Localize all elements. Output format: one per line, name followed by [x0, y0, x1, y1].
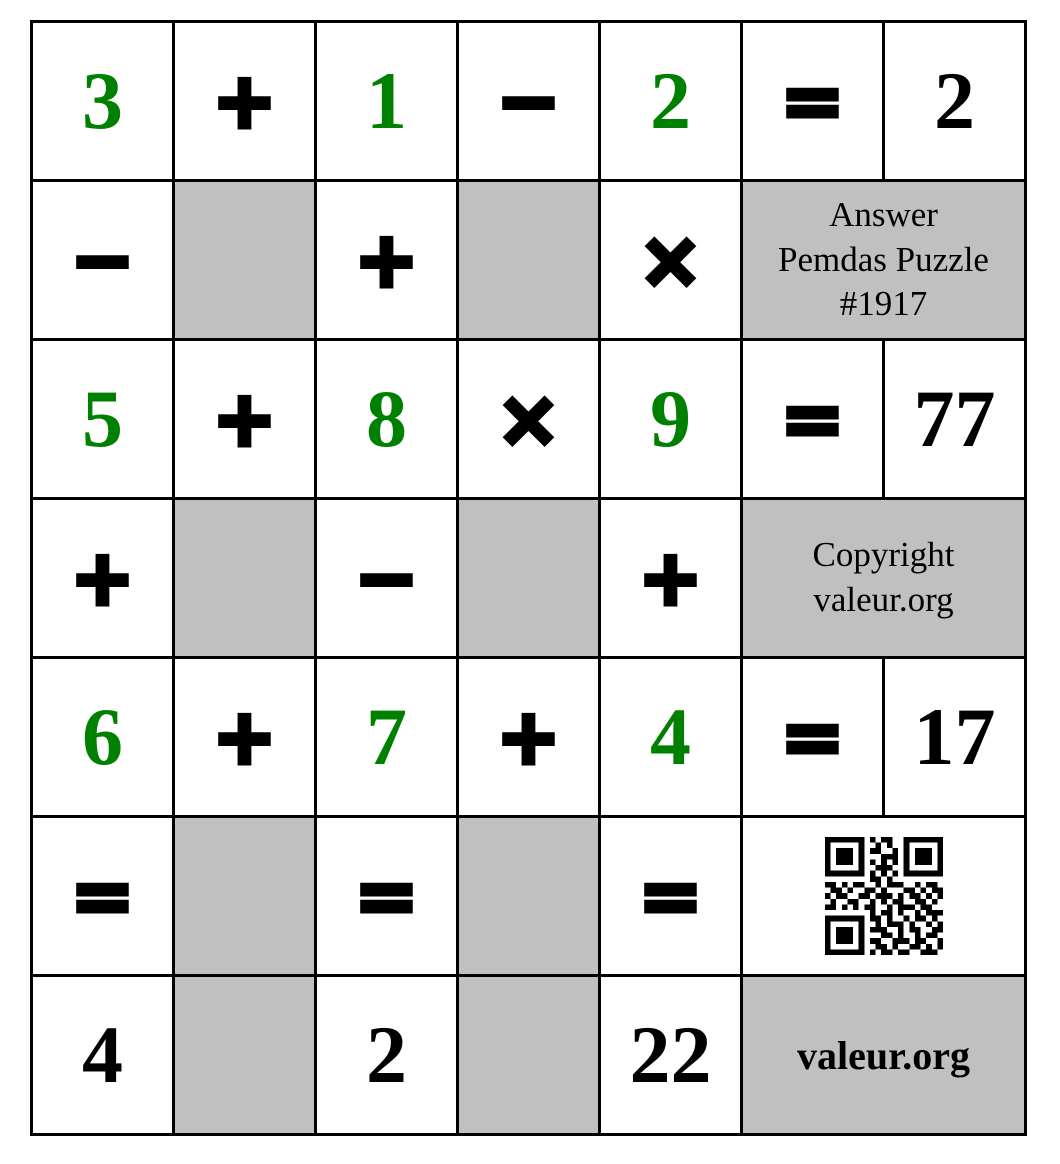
- operator-cell: −: [33, 182, 172, 338]
- operator-cell: +: [175, 341, 314, 497]
- blank-cell: [459, 182, 598, 338]
- operator-cell: =: [601, 818, 740, 974]
- blank-cell: [175, 818, 314, 974]
- operator-cell: +: [33, 500, 172, 656]
- operator-cell: +: [175, 659, 314, 815]
- operator-cell: −: [317, 500, 456, 656]
- operand-number-cell: 1: [317, 23, 456, 179]
- result-number-cell: 2: [885, 23, 1024, 179]
- operator-cell: ×: [459, 341, 598, 497]
- blank-cell: [175, 182, 314, 338]
- operator-cell: +: [175, 23, 314, 179]
- blank-cell: [459, 977, 598, 1133]
- result-number-cell: 22: [601, 977, 740, 1133]
- info-line: valeur.org: [813, 580, 954, 619]
- puzzle-grid: [30, 20, 1027, 1136]
- result-number-cell: 4: [33, 977, 172, 1133]
- blank-cell: [459, 818, 598, 974]
- operand-number-cell: 8: [317, 341, 456, 497]
- operator-cell: ×: [601, 182, 740, 338]
- operator-cell: +: [459, 659, 598, 815]
- operand-number-cell: 7: [317, 659, 456, 815]
- qr-box: [743, 818, 1024, 974]
- operand-number-cell: 2: [601, 23, 740, 179]
- operand-number-cell: 6: [33, 659, 172, 815]
- operator-cell: =: [33, 818, 172, 974]
- operator-cell: =: [743, 341, 882, 497]
- operator-cell: =: [743, 23, 882, 179]
- result-number-cell: 77: [885, 341, 1024, 497]
- info-line: Copyright: [812, 535, 955, 575]
- operand-number-cell: 4: [601, 659, 740, 815]
- operand-number-cell: 3: [33, 23, 172, 179]
- operand-number-cell: 9: [601, 341, 740, 497]
- operator-cell: =: [317, 818, 456, 974]
- blank-cell: [175, 500, 314, 656]
- blank-cell: [175, 977, 314, 1133]
- info-line: Answer: [829, 194, 938, 234]
- operator-cell: +: [601, 500, 740, 656]
- result-number-cell: 17: [885, 659, 1024, 815]
- operand-number-cell: 5: [33, 341, 172, 497]
- info-box: [743, 500, 1024, 656]
- qr-code-icon: [825, 837, 943, 955]
- info-line: Pemdas Puzzle: [778, 239, 989, 279]
- operator-cell: −: [459, 23, 598, 179]
- footer-site-label: valeur.org: [743, 977, 1024, 1133]
- operator-cell: +: [317, 182, 456, 338]
- operator-cell: =: [743, 659, 882, 815]
- info-box: [743, 182, 1024, 338]
- blank-cell: [459, 500, 598, 656]
- info-line: #1917: [839, 284, 928, 324]
- result-number-cell: 2: [317, 977, 456, 1133]
